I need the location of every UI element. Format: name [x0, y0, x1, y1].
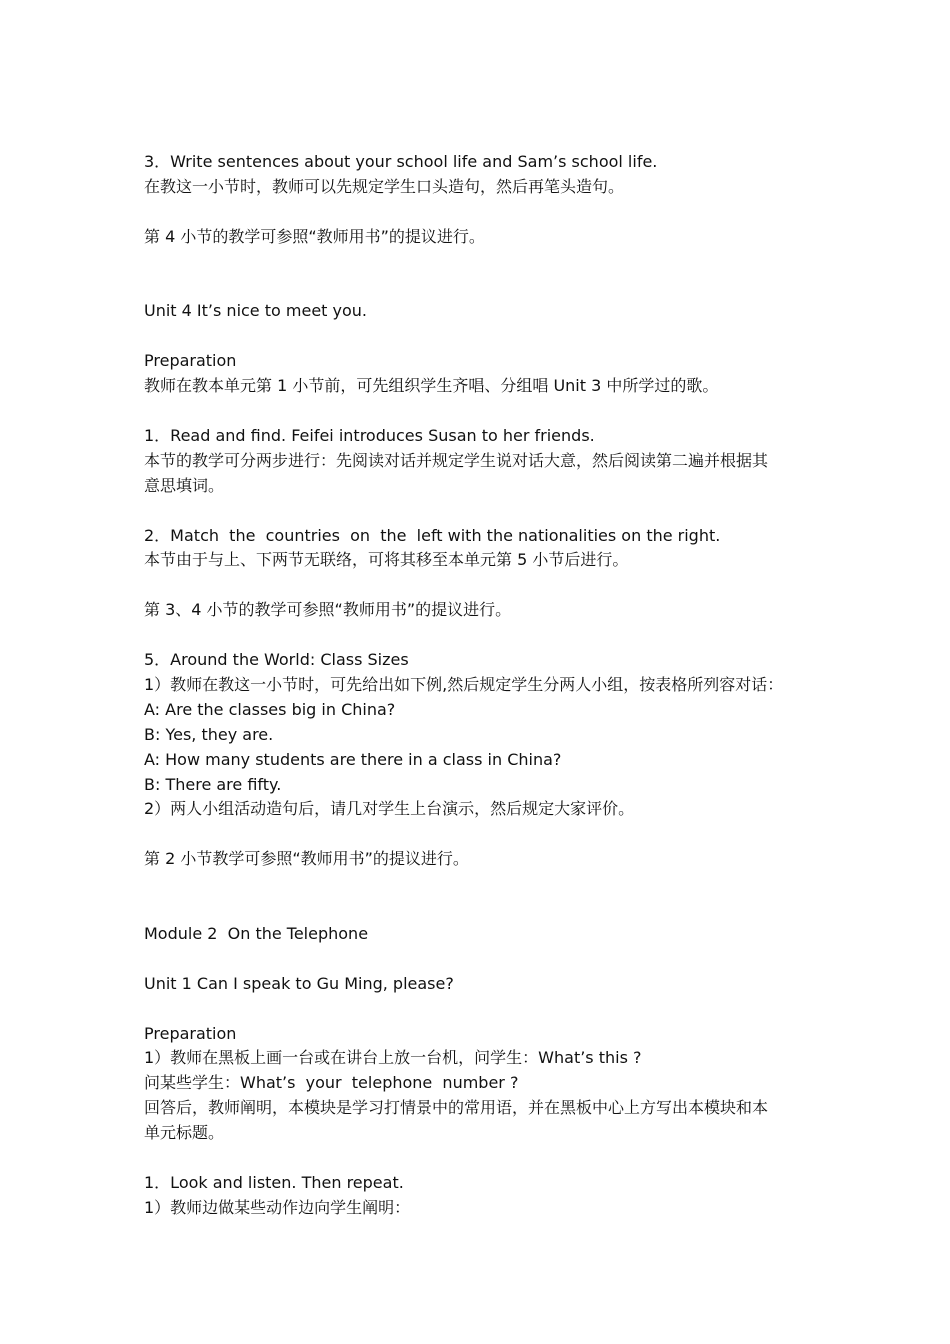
- subheading-preparation: Preparation: [144, 1023, 237, 1043]
- spacer: [144, 822, 814, 847]
- paragraph: 教师在教本单元第 1 小节前，可先组织学生齐唱、分组唱 Unit 3 中所学过的歌。: [144, 376, 719, 396]
- spacer: [144, 872, 814, 922]
- list-item: 2）两人小组活动造句后，请几对学生上台演示，然后规定大家评价。: [144, 799, 635, 819]
- paragraph: 在教这一小节时，教师可以先规定学生口头造句，然后再笔头造句。: [144, 176, 625, 196]
- paragraph: 第 3、4 小节的教学可参照“教师用书”的提议进行。: [144, 600, 512, 620]
- paragraph: 第 2 小节教学可参照“教师用书”的提议进行。: [144, 849, 469, 869]
- paragraph: 回答后，教师阐明，本模块是学习打情景中的常用语，并在黑板中心上方写出本模块和本: [144, 1098, 769, 1118]
- paragraph: 本节的教学可分两步进行：先阅读对话并规定学生说对话大意，然后阅读第二遍并根据其: [144, 450, 769, 470]
- dialogue-line: B: Yes, they are.: [144, 724, 274, 744]
- spacer: [144, 947, 814, 972]
- spacer: [144, 623, 814, 648]
- section-heading-5-around-the-world: 5．Around the World: Class Sizes: [144, 650, 409, 670]
- subheading-preparation: Preparation: [144, 351, 237, 371]
- paragraph-continued: 单元标题。: [144, 1123, 225, 1143]
- spacer: [144, 324, 814, 349]
- module-title: Module 2 On the Telephone: [144, 923, 369, 943]
- paragraph-continued: 意思填词。: [144, 475, 225, 495]
- spacer: [144, 250, 814, 300]
- list-item: 1）教师在黑板上画一台或在讲台上放一台机，问学生：What’s this ?: [144, 1048, 642, 1068]
- paragraph: 第 4 小节的教学可参照“教师用书”的提议进行。: [144, 226, 485, 246]
- spacer: [144, 399, 814, 424]
- unit-title: Unit 4 It’s nice to meet you.: [144, 301, 367, 321]
- paragraph: 本节由于与上、下两节无联络，可将其移至本单元第 5 小节后进行。: [144, 550, 629, 570]
- list-item: 1）教师在教这一小节时，可先给出如下例,然后规定学生分两人小组，按表格所列容对话：: [144, 674, 784, 694]
- document-body: [144, 150, 814, 1221]
- paragraph: 问某些学生：What’s your telephone number ?: [144, 1073, 519, 1093]
- section-heading-2-match: 2．Match the countries on the left with the nationalities on the right.: [144, 525, 721, 545]
- section-heading-1-look-and-listen: 1．Look and listen. Then repeat.: [144, 1172, 404, 1192]
- unit-title: Unit 1 Can I speak to Gu Ming, please?: [144, 973, 454, 993]
- spacer: [144, 997, 814, 1022]
- spacer: [144, 200, 814, 225]
- spacer: [144, 1146, 814, 1171]
- dialogue-line: B: There are fifty.: [144, 774, 282, 794]
- section-heading-3-write-sentences: 3．Write sentences about your school life and Sam’s school life.: [144, 152, 658, 171]
- spacer: [144, 499, 814, 524]
- dialogue-line: A: Are the classes big in China?: [144, 699, 396, 719]
- dialogue-line: A: How many students are there in a class in China?: [144, 749, 562, 769]
- list-item: 1）教师边做某些动作边向学生阐明：: [144, 1197, 411, 1217]
- spacer: [144, 573, 814, 598]
- section-heading-1-read-and-find: 1．Read and find. Feifei introduces Susan to her friends.: [144, 425, 595, 445]
